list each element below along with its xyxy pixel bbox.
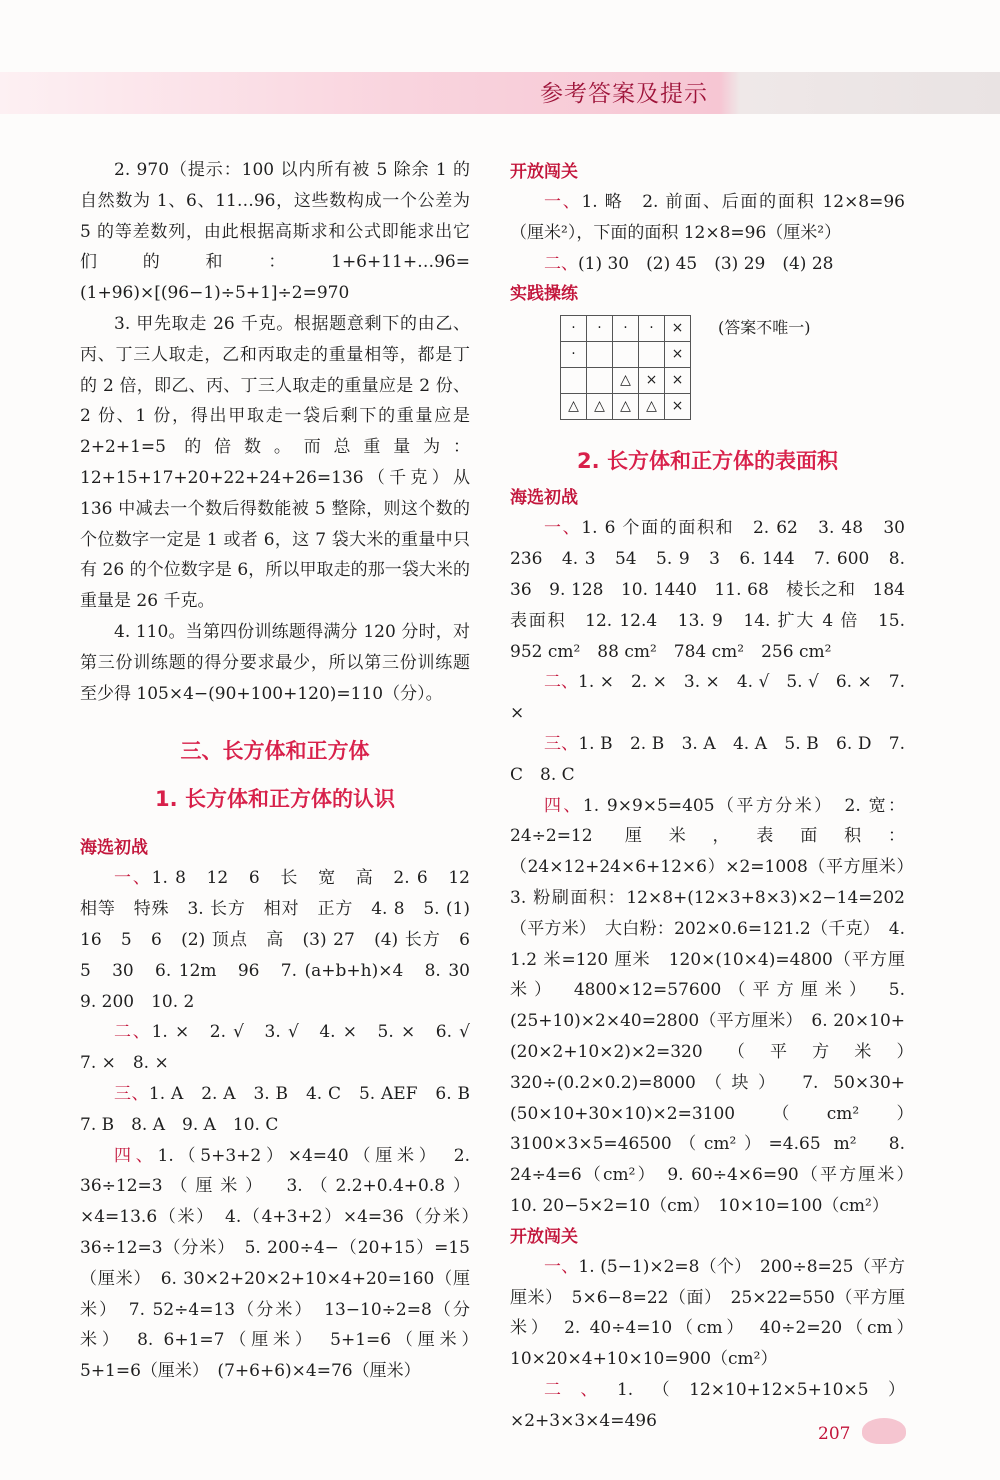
grid-cell: [587, 368, 613, 394]
right-answer-3: [510, 729, 911, 791]
open1-answer-1-num: 一、: [544, 192, 582, 212]
page-ornament-icon: [862, 1418, 906, 1444]
grid-cell: ·: [639, 316, 665, 342]
open2-answer-1-text: 1. (5−1)×2=8（个） 200÷8=25（平方厘米） 5×6−8=22（面） 25×22=550（平方厘米） 2. 40÷4=10（cm） 40÷2=20（cm） 10×20×4+10×10=900（cm²）: [510, 1256, 922, 1370]
grid-cell: ·: [561, 316, 587, 342]
grid-cell: ×: [665, 316, 691, 342]
right-answer-1-text: 1. 6 个面的面积和 2. 62 3. 48 30 236 4. 3 54 5. 9 3 6. 144 7. 600 8. 36 9. 128 10. 1440 11. 68 棱长之和 184 表面积 12. 12.4 13. 9 14. 扩大 4 倍 15. 952 cm² 88 cm² 784 cm² 256 cm²: [510, 518, 922, 662]
left-answer-3-num: 三、: [114, 1083, 149, 1104]
open-label-2: 开放闯关: [510, 1226, 578, 1247]
right-column: [510, 155, 922, 1437]
grid-cell: ·: [561, 342, 587, 368]
left-answer-1-num: 一、: [114, 868, 152, 889]
left-para-3: 4. 110。当第四份训练题得满分 120 分时，对第三份训练题的得分要求最少，所以第三份训练题至少得 105×4−(90+100+120)=110（分）。: [80, 621, 470, 704]
left-answer-2-num: 二、: [114, 1022, 152, 1043]
grid-cell: ·: [613, 316, 639, 342]
section-label-left: 海选初战: [80, 838, 148, 859]
open1-answer-2-text: (1) 30 (2) 45 (3) 29 (4) 28: [578, 253, 834, 274]
grid-cell: △: [613, 368, 639, 394]
header-band: [0, 72, 1000, 114]
open1-answer-1: [510, 187, 905, 249]
grid-cell: ×: [665, 342, 691, 368]
grid-note: (答案不唯一): [718, 318, 811, 338]
grid-cell: [613, 342, 639, 368]
practice-label: 实践操练: [510, 284, 578, 305]
grid-cell: [561, 368, 587, 394]
right-answer-2: [510, 667, 911, 729]
practice-grid: [560, 315, 691, 420]
right-answer-4-num: 四、: [544, 795, 583, 816]
unit-title: 三、长方体和正方体: [180, 739, 370, 764]
open2-answer-1: [510, 1252, 922, 1375]
left-answer-1-text: 1. 8 12 6 长 宽 高 2. 6 12 相等 特殊 3. 长方 相对 正方 4. 8 5. (1) 16 5 6 (2) 顶点 高 (3) 27 (4) 长方 6 5 30 6. 12m 96 7. (a+b+h)×4 8. 30 9. 200 10. 2: [80, 868, 487, 1012]
left-answer-3: [80, 1079, 487, 1141]
left-answer-2-text: 1. × 2. √ 3. √ 4. × 5. × 6. √ 7. × 8. ×: [80, 1022, 487, 1074]
grid-cell: [639, 342, 665, 368]
left-para-1: 2. 970（提示：100 以内所有被 5 除余 1 的自然数为 1、6、11…96，这些数构成一个公差为 5 的等差数列，由此根据高斯求和公式即能求出它们的和：1+6+11+…96=(1+96)×[(96−1)÷5+1]÷2=970: [80, 160, 476, 304]
section-label-right: 海选初战: [510, 488, 578, 509]
right-answer-4-text: 1. 9×9×5=405（平方分米） 2. 宽：24÷2=12 厘米，表面积：（24×12+24×6+12×6）×2=1008（平方厘米） 3. 粉刷面积：12×8+(12×3+8×3)×2−14=202（平方米） 大白粉：202×0.6=121.2（千克） 4. 1.2 米=120 厘米 120×(10×4)=4800（平方厘米） 4800×12=57600（平方厘米） 5. (25+10)×2×40=2800（平方厘米） 6. 20×10+(20×2+10×2)×2=320（平方米） 320÷(0.2×0.2)=8000（块） 7. 50×30+(50×10+30×10)×2=3100（cm²） 3100×3×5=46500（cm²）=4.65 m² 8. 24÷4=6（cm²） 9. 60÷4×6=90（平方厘米） 10. 20−5×2=10（cm） 10×10=100（cm²）: [510, 795, 922, 1216]
right-answer-2-text: 1. × 2. × 3. × 4. √ 5. √ 6. × 7. ×: [510, 672, 911, 724]
open2-answer-2-num: 二、: [544, 1379, 617, 1400]
left-column: [80, 155, 487, 1387]
header-title: 参考答案及提示: [540, 81, 708, 107]
right-answer-3-text: 1. B 2. B 3. A 4. A 5. B 6. D 7. C 8. C: [510, 733, 911, 785]
right-answer-4: [510, 791, 922, 1222]
right-answer-1-num: 一、: [544, 518, 582, 539]
open2-answer-2-text: 1.（12×10+12×5+10×5）×2+3×3×4=496: [510, 1379, 906, 1431]
right-answer-1: [510, 513, 922, 667]
lesson-title-1: 1. 长方体和正方体的认识: [155, 787, 395, 812]
grid-cell: △: [561, 394, 587, 420]
lesson-title-2: 2. 长方体和正方体的表面积: [577, 449, 838, 474]
grid-cell: ×: [665, 394, 691, 420]
left-answer-4-num: 四、: [114, 1145, 158, 1166]
open-label-1: 开放闯关: [510, 162, 578, 182]
page-number: 207: [818, 1424, 851, 1444]
left-answer-2: [80, 1017, 487, 1079]
left-answer-3-text: 1. A 2. A 3. B 4. C 5. AEF 6. B 7. B 8. A 9. A 10. C: [80, 1083, 487, 1135]
grid-cell: △: [639, 394, 665, 420]
grid-cell: ·: [587, 316, 613, 342]
left-para-2: 3. 甲先取走 26 千克。根据题意剩下的由乙、丙、丁三人取走，乙和丙取走的重量相等，都是丁的 2 倍，即乙、丙、丁三人取走的重量应是 2 份、2 份、1 份，得出甲取走一袋后剩下的重量应是 2+2+1=5 的倍数。而总重量为：12+15+17+20+22+24+26=136（千克）从 136 中减去一个数后得数能被 5 整除，则这个数的个位数字一定是 1 或者 6，这 7 袋大米的重量中只有 26 的个位数字是 6，所以甲取走的那一袋大米的重量是 26 千克。: [80, 313, 476, 612]
open1-answer-2-num: 二、: [544, 253, 578, 274]
grid-cell: △: [613, 394, 639, 420]
open1-answer-1-text: 1. 略 2. 前面、后面的面积 12×8=96（厘米²），下面的面积 12×8=96（厘米²）: [510, 192, 905, 243]
right-answer-3-num: 三、: [544, 733, 579, 754]
open2-answer-1-num: 一、: [544, 1256, 579, 1277]
practice-grid-area: [510, 309, 905, 445]
open1-answer-2: [510, 249, 905, 280]
grid-cell: [587, 342, 613, 368]
left-answer-4-text: 1.（5+3+2）×4=40（厘米） 2. 36÷12=3（厘米） 3.（2.2+0.4+0.8）×4=13.6（米） 4.（4+3+2）×4=36（分米） 36÷12=3（分米） 5. 200÷4−（20+15）=15（厘米） 6. 30×2+20×2+10×4+20=160（厘米） 7. 52÷4=13（分米） 13−10÷2=8（分米） 8. 6+1=7（厘米） 5+1=6（厘米） 5+1=6（厘米） (7+6+6)×4=76（厘米）: [80, 1145, 487, 1382]
right-answer-2-num: 二、: [544, 672, 579, 693]
grid-cell: ×: [639, 368, 665, 394]
left-answer-4: [80, 1141, 487, 1387]
grid-cell: △: [587, 394, 613, 420]
grid-cell: ×: [665, 368, 691, 394]
left-answer-1: [80, 863, 487, 1017]
